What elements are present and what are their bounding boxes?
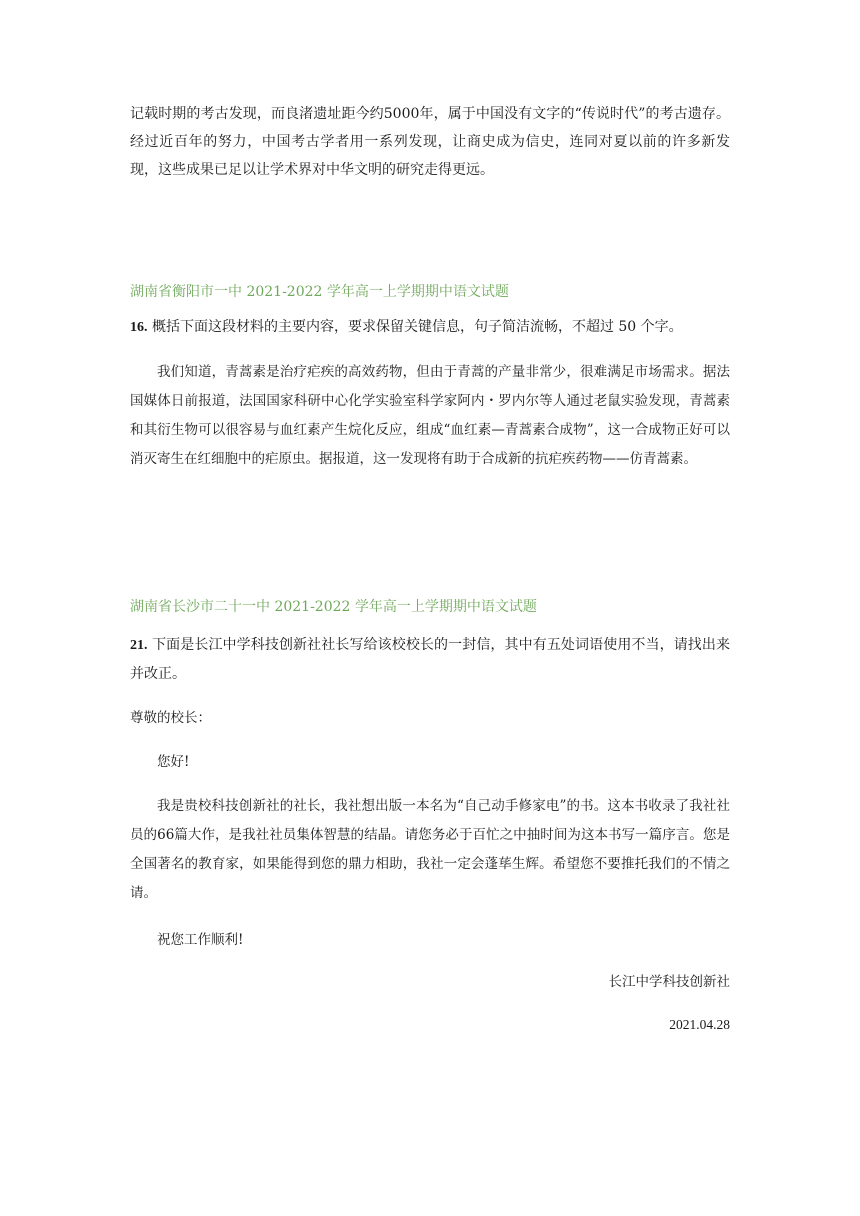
section2-question	[130, 631, 730, 688]
letter-closing: 祝您工作顺利!	[157, 932, 244, 948]
section2-source: 湖南省长沙市二十一中 2021-2022 学年高一上学期期中语文试题	[130, 599, 537, 615]
section1-question	[130, 313, 730, 342]
letter-greeting: 您好!	[157, 754, 190, 770]
letter-date: 2021.04.28	[669, 1017, 730, 1032]
section1-question-number: 16.	[130, 320, 148, 335]
intro-paragraph: 记载时期的考古发现，而良渚遗址距今约5000年，属于中国没有文字的“传说时代”的考古遗存。经过近百年的努力，中国考古学者用一系列发现，让商史成为信史，连同对夏以前的许多新发现，这些成果已足以让学术界对中华文明的研究走得更远。	[130, 106, 730, 178]
section2-question-number: 21.	[130, 638, 148, 653]
letter-signature: 长江中学科技创新社	[608, 974, 730, 990]
section1-source: 湖南省衡阳市一中 2021-2022 学年高一上学期期中语文试题	[130, 284, 509, 300]
letter-salutation: 尊敬的校长：	[130, 710, 211, 726]
letter-body: 我是贵校科技创新社的社长，我社想出版一本名为“自己动手修家电”的书。这本书收录了我社社员的66篇大作，是我社社员集体智慧的结晶。请您务必于百忙之中抽时间为这本书写一篇序言。您是全国著名的教育家，如果能得到您的鼎力相助，我社一定会蓬荜生辉。希望您不要推托我们的不情之请。	[130, 798, 730, 901]
section1-question-text: 概括下面这段材料的主要内容，要求保留关键信息，句子简洁流畅，不超过 50 个字。	[151, 319, 683, 335]
section1-passage: 我们知道，青蒿素是治疗疟疾的高效药物，但由于青蒿的产量非常少，很难满足市场需求。据法国媒体日前报道，法国国家科研中心化学实验室科学家阿内・罗内尔等人通过老鼠实验发现，青蒿素和其衍生物可以很容易与血红素产生烷化反应，组成“血红素—青蒿素合成物”，这一合成物正好可以消灭寄生在红细胞中的疟原虫。据报道，这一发现将有助于合成新的抗疟疾药物——仿青蒿素。	[130, 364, 730, 467]
section2-question-text: 下面是长江中学科技创新社社长写给该校校长的一封信，其中有五处词语使用不当，请找出来并改正。	[130, 637, 731, 682]
